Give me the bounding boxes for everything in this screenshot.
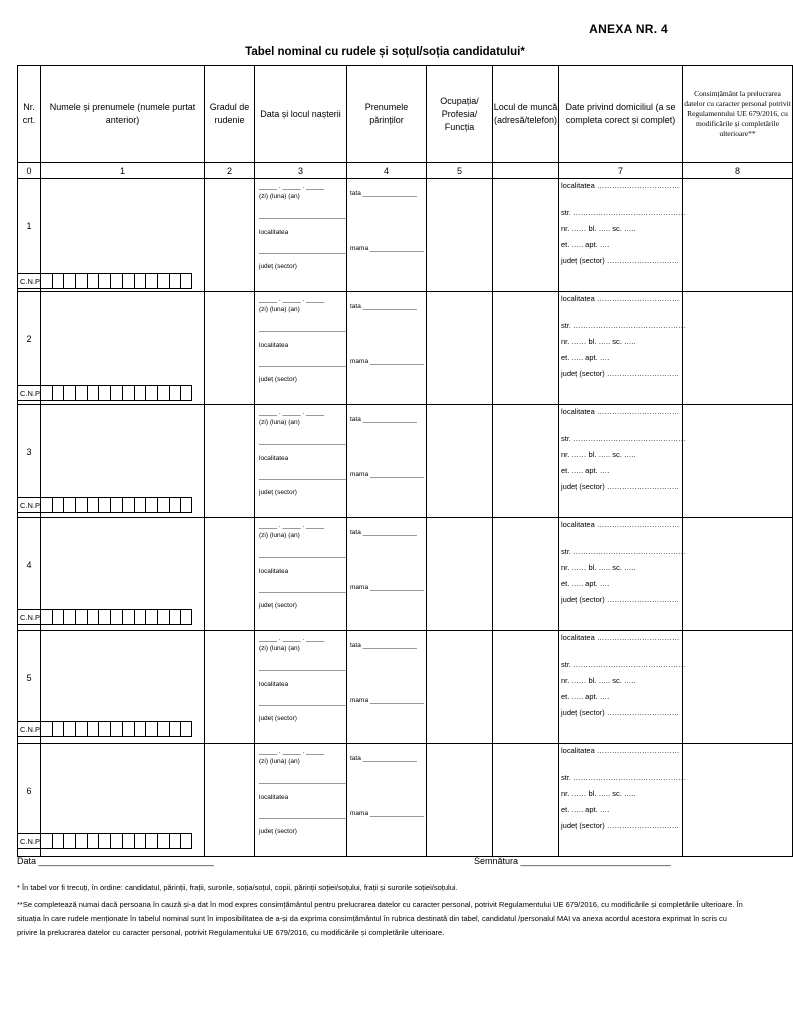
- birth-date-labels: (zi) (luna) (an): [259, 193, 300, 200]
- cnp-label: C.N.P.: [17, 497, 40, 513]
- degree-cell[interactable]: [205, 405, 255, 518]
- cnp-digit-box[interactable]: [122, 833, 134, 849]
- cnp-digit-box[interactable]: [75, 833, 87, 849]
- header-name: Numele și prenumele (numele purtat anterior): [41, 66, 205, 163]
- consent-cell[interactable]: [683, 292, 793, 405]
- birth-date-labels: (zi) (luna) (an): [259, 645, 300, 652]
- consent-cell[interactable]: [683, 518, 793, 631]
- occupation-cell[interactable]: [427, 744, 493, 857]
- cnp-digit-box[interactable]: [52, 833, 64, 849]
- address-street: str. ………………………………………: [561, 434, 686, 443]
- mother-line: mama _______________: [350, 471, 425, 478]
- birth-county: județ (sector): [259, 376, 297, 383]
- cnp-digit-box[interactable]: [40, 385, 52, 401]
- consent-cell[interactable]: [683, 179, 793, 292]
- cnp-digit-box[interactable]: [157, 385, 169, 401]
- cnp-strip: [17, 721, 192, 737]
- birth-blank: ________________________: [259, 664, 346, 671]
- cnp-digit-box[interactable]: [63, 273, 75, 289]
- birth-blank: ________________________: [259, 247, 346, 254]
- address-locality: localitatea ……………………………: [561, 181, 680, 190]
- birth-date-line: _____ . _____ . _____: [259, 522, 325, 529]
- address-et: et. ….. apt. ….: [561, 240, 610, 249]
- address-nr: nr. …… bl. ….. sc. …..: [561, 676, 636, 685]
- cnp-digit-box[interactable]: [75, 273, 87, 289]
- address-et: et. ….. apt. ….: [561, 579, 610, 588]
- cnp-digit-box[interactable]: [98, 721, 110, 737]
- domicile-cell[interactable]: [559, 292, 686, 405]
- birth-date-line: _____ . _____ . _____: [259, 409, 325, 416]
- cnp-digit-box[interactable]: [63, 833, 75, 849]
- row-number: 2: [26, 334, 32, 344]
- occupation-cell[interactable]: [427, 405, 493, 518]
- cnp-digit-box[interactable]: [52, 497, 64, 513]
- address-county: județ (sector) ………………………..: [561, 482, 679, 491]
- address-et: et. ….. apt. ….: [561, 692, 610, 701]
- cnp-digit-box[interactable]: [110, 497, 122, 513]
- father-line: tata _______________: [350, 303, 417, 310]
- birth-blank: ________________________: [259, 473, 346, 480]
- cnp-digit-box[interactable]: [98, 385, 110, 401]
- workplace-cell[interactable]: [493, 405, 559, 518]
- parents-cell[interactable]: [347, 405, 427, 518]
- address-street: str. ………………………………………: [561, 208, 686, 217]
- cnp-digit-box[interactable]: [40, 609, 52, 625]
- parents-cell[interactable]: [347, 292, 427, 405]
- domicile-cell[interactable]: [559, 631, 686, 744]
- degree-cell[interactable]: [205, 744, 255, 857]
- cnp-digit-box[interactable]: [157, 833, 169, 849]
- cnp-digit-box[interactable]: [134, 609, 146, 625]
- cnp-digit-box[interactable]: [157, 609, 169, 625]
- cnp-label: C.N.P.: [17, 833, 40, 849]
- col-num: 0: [18, 163, 41, 179]
- cnp-digit-box[interactable]: [75, 609, 87, 625]
- col-num: 4: [347, 163, 427, 179]
- col-num: 7: [559, 163, 683, 179]
- birth-blank: ________________________: [259, 586, 346, 593]
- date-signature-line: Data ___________________________________: [17, 856, 214, 866]
- cnp-digit-box[interactable]: [157, 273, 169, 289]
- birth-blank: ________________________: [259, 551, 346, 558]
- cnp-digit-box[interactable]: [134, 385, 146, 401]
- cnp-digit-box[interactable]: [169, 385, 181, 401]
- col-num: 1: [41, 163, 205, 179]
- birth-cell[interactable]: [255, 179, 347, 292]
- cnp-digit-box[interactable]: [110, 609, 122, 625]
- birth-blank: ________________________: [259, 812, 346, 819]
- footnote-2: **Se completează numai dacă persoana în cauză și-a dat în mod expres consimțământul pentru prelucrarea datelor cu caracter personal, potrivit Regulamentului UE 679/2016, cu modificările și completările ulterioare. În situația în care rudele menționate în tabelul nominal sunt în imposibilitatea de a-și da exprima consimțământul în rubrica destinată din tabel, candidatul /personalul MAI va anexa acordul acestora exprimat în scris cu privire la prelucrarea datelor cu caracter personal, potrivit Regulamentului UE 679/2016, cu modificările și completările ulterioare.: [17, 900, 743, 937]
- cnp-strip: [17, 497, 192, 513]
- birth-cell[interactable]: [255, 292, 347, 405]
- cnp-digit-box[interactable]: [180, 385, 192, 401]
- address-county: județ (sector) ………………………..: [561, 369, 679, 378]
- address-locality: localitatea ……………………………: [561, 633, 680, 642]
- cnp-digit-box[interactable]: [145, 273, 157, 289]
- cnp-digit-box[interactable]: [40, 497, 52, 513]
- mother-line: mama _______________: [350, 584, 425, 591]
- cnp-digit-box[interactable]: [110, 833, 122, 849]
- header-consent: Consimțământ la prelucrarea datelor cu caracter personal potrivit Regulamentului UE 679/2016, cu modificările și completările ulterioare**: [683, 66, 793, 163]
- occupation-cell[interactable]: [427, 179, 493, 292]
- mother-line: mama _______________: [350, 810, 425, 817]
- cnp-digit-box[interactable]: [134, 273, 146, 289]
- row-number: 6: [26, 786, 32, 796]
- address-et: et. ….. apt. ….: [561, 466, 610, 475]
- mother-line: mama _______________: [350, 245, 425, 252]
- cnp-digit-box[interactable]: [40, 833, 52, 849]
- address-nr: nr. …… bl. ….. sc. …..: [561, 337, 636, 346]
- column-number-row: [18, 163, 793, 179]
- birth-county: județ (sector): [259, 715, 297, 722]
- father-line: tata _______________: [350, 529, 417, 536]
- cnp-label: C.N.P.: [17, 273, 40, 289]
- parents-cell[interactable]: [347, 631, 427, 744]
- father-line: tata _______________: [350, 190, 417, 197]
- header-birth: Data și locul nașterii: [255, 66, 347, 163]
- annex-number: ANEXA NR. 4: [589, 22, 668, 36]
- cnp-digit-box[interactable]: [110, 273, 122, 289]
- address-street: str. ………………………………………: [561, 773, 686, 782]
- domicile-cell[interactable]: [559, 744, 686, 857]
- header-nr: Nr. crt.: [18, 66, 41, 163]
- birth-date-line: _____ . _____ . _____: [259, 183, 325, 190]
- cnp-digit-box[interactable]: [157, 497, 169, 513]
- address-street: str. ………………………………………: [561, 321, 686, 330]
- cnp-digit-box[interactable]: [169, 497, 181, 513]
- degree-cell[interactable]: [205, 518, 255, 631]
- occupation-cell[interactable]: [427, 518, 493, 631]
- row-number: 1: [26, 221, 32, 231]
- cnp-digit-box[interactable]: [63, 721, 75, 737]
- workplace-cell[interactable]: [493, 292, 559, 405]
- mother-line: mama _______________: [350, 697, 425, 704]
- cnp-digit-box[interactable]: [145, 609, 157, 625]
- birth-locality: localitatea: [259, 342, 289, 349]
- header-occupation: Ocupația/ Profesia/ Funcția: [427, 66, 493, 163]
- birth-date-line: _____ . _____ . _____: [259, 296, 325, 303]
- relatives-table: [17, 65, 793, 857]
- cnp-digit-box[interactable]: [122, 497, 134, 513]
- birth-date-labels: (zi) (luna) (an): [259, 532, 300, 539]
- cnp-digit-box[interactable]: [145, 833, 157, 849]
- cnp-digit-box[interactable]: [180, 273, 192, 289]
- cnp-digit-box[interactable]: [40, 721, 52, 737]
- cnp-digit-box[interactable]: [134, 721, 146, 737]
- cnp-digit-box[interactable]: [145, 385, 157, 401]
- cnp-label: C.N.P.: [17, 609, 40, 625]
- consent-cell[interactable]: [683, 631, 793, 744]
- father-line: tata _______________: [350, 416, 417, 423]
- birth-cell[interactable]: [255, 631, 347, 744]
- signature-line: Semnătura ______________________________: [474, 856, 671, 866]
- address-locality: localitatea ……………………………: [561, 520, 680, 529]
- cnp-digit-box[interactable]: [87, 385, 99, 401]
- mother-line: mama _______________: [350, 358, 425, 365]
- cnp-digit-box[interactable]: [122, 609, 134, 625]
- birth-blank: ________________________: [259, 360, 346, 367]
- cnp-digit-box[interactable]: [169, 721, 181, 737]
- father-line: tata _______________: [350, 755, 417, 762]
- address-nr: nr. …… bl. ….. sc. …..: [561, 450, 636, 459]
- domicile-cell[interactable]: [559, 179, 686, 292]
- cnp-digit-box[interactable]: [169, 609, 181, 625]
- address-county: județ (sector) ………………………..: [561, 708, 679, 717]
- address-locality: localitatea ……………………………: [561, 294, 680, 303]
- workplace-cell[interactable]: [493, 179, 559, 292]
- cnp-digit-box[interactable]: [157, 721, 169, 737]
- address-et: et. ….. apt. ….: [561, 353, 610, 362]
- birth-county: județ (sector): [259, 263, 297, 270]
- cnp-digit-box[interactable]: [40, 273, 52, 289]
- cnp-strip: [17, 609, 192, 625]
- row-number: 5: [26, 673, 32, 683]
- birth-locality: localitatea: [259, 568, 289, 575]
- parents-cell[interactable]: [347, 179, 427, 292]
- col-num: 8: [683, 163, 793, 179]
- cnp-digit-box[interactable]: [180, 833, 192, 849]
- birth-locality: localitatea: [259, 455, 289, 462]
- cnp-digit-box[interactable]: [110, 721, 122, 737]
- birth-date-labels: (zi) (luna) (an): [259, 419, 300, 426]
- cnp-digit-box[interactable]: [75, 497, 87, 513]
- address-nr: nr. …… bl. ….. sc. …..: [561, 789, 636, 798]
- cnp-digit-box[interactable]: [145, 721, 157, 737]
- address-locality: localitatea ……………………………: [561, 407, 680, 416]
- header-row: [18, 66, 793, 163]
- cnp-digit-box[interactable]: [52, 385, 64, 401]
- cnp-digit-box[interactable]: [98, 273, 110, 289]
- birth-county: județ (sector): [259, 828, 297, 835]
- col-num: 5: [427, 163, 493, 179]
- address-nr: nr. …… bl. ….. sc. …..: [561, 224, 636, 233]
- birth-blank: ________________________: [259, 212, 346, 219]
- row-number: 4: [26, 560, 32, 570]
- col-num: [493, 163, 559, 179]
- degree-cell[interactable]: [205, 631, 255, 744]
- cnp-digit-box[interactable]: [98, 497, 110, 513]
- parents-cell[interactable]: [347, 518, 427, 631]
- cnp-digit-box[interactable]: [122, 721, 134, 737]
- address-et: et. ….. apt. ….: [561, 805, 610, 814]
- cnp-digit-box[interactable]: [180, 609, 192, 625]
- cnp-digit-box[interactable]: [98, 609, 110, 625]
- header-degree: Gradul de rudenie: [205, 66, 255, 163]
- header-domicile: Date privind domiciliul (a se completa corect și complet): [559, 66, 683, 163]
- cnp-digit-box[interactable]: [122, 385, 134, 401]
- parents-cell[interactable]: [347, 744, 427, 857]
- birth-blank: ________________________: [259, 325, 346, 332]
- cnp-digit-box[interactable]: [98, 833, 110, 849]
- birth-blank: ________________________: [259, 438, 346, 445]
- col-num: 2: [205, 163, 255, 179]
- birth-date-line: _____ . _____ . _____: [259, 748, 325, 755]
- occupation-cell[interactable]: [427, 631, 493, 744]
- address-street: str. ………………………………………: [561, 660, 686, 669]
- birth-county: județ (sector): [259, 602, 297, 609]
- cnp-digit-box[interactable]: [87, 609, 99, 625]
- cnp-digit-box[interactable]: [87, 721, 99, 737]
- birth-date-line: _____ . _____ . _____: [259, 635, 325, 642]
- row-number: 3: [26, 447, 32, 457]
- birth-locality: localitatea: [259, 229, 289, 236]
- domicile-cell[interactable]: [559, 518, 686, 631]
- page-title: Tabel nominal cu rudele și soțul/soția candidatului*: [245, 46, 525, 58]
- address-locality: localitatea ……………………………: [561, 746, 680, 755]
- address-county: județ (sector) ………………………..: [561, 256, 679, 265]
- footnote-1: * În tabel vor fi trecuți, în ordine: candidatul, părinții, frații, surorile, soția/soțul, copii, părinții soției/soțului, frații și surorile soției/soțului.: [17, 883, 458, 892]
- cnp-digit-box[interactable]: [180, 497, 192, 513]
- workplace-cell[interactable]: [493, 744, 559, 857]
- cnp-strip: [17, 833, 192, 849]
- cnp-digit-box[interactable]: [87, 273, 99, 289]
- birth-locality: localitatea: [259, 794, 289, 801]
- cnp-digit-box[interactable]: [52, 721, 64, 737]
- cnp-digit-box[interactable]: [145, 497, 157, 513]
- consent-cell[interactable]: [683, 744, 793, 857]
- occupation-cell[interactable]: [427, 292, 493, 405]
- address-nr: nr. …… bl. ….. sc. …..: [561, 563, 636, 572]
- col-num: 3: [255, 163, 347, 179]
- cnp-label: C.N.P.: [17, 721, 40, 737]
- cnp-digit-box[interactable]: [169, 273, 181, 289]
- cnp-digit-box[interactable]: [134, 497, 146, 513]
- cnp-strip: [17, 385, 192, 401]
- cnp-digit-box[interactable]: [169, 833, 181, 849]
- header-parents: Prenumele părinților: [347, 66, 427, 163]
- degree-cell[interactable]: [205, 292, 255, 405]
- birth-cell[interactable]: [255, 744, 347, 857]
- cnp-digit-box[interactable]: [63, 385, 75, 401]
- workplace-cell[interactable]: [493, 518, 559, 631]
- cnp-digit-box[interactable]: [63, 497, 75, 513]
- address-county: județ (sector) ………………………..: [561, 595, 679, 604]
- address-county: județ (sector) ………………………..: [561, 821, 679, 830]
- degree-cell[interactable]: [205, 179, 255, 292]
- cnp-digit-box[interactable]: [63, 609, 75, 625]
- birth-date-labels: (zi) (luna) (an): [259, 758, 300, 765]
- cnp-digit-box[interactable]: [52, 273, 64, 289]
- birth-cell[interactable]: [255, 518, 347, 631]
- birth-blank: ________________________: [259, 699, 346, 706]
- cnp-digit-box[interactable]: [122, 273, 134, 289]
- cnp-digit-box[interactable]: [87, 833, 99, 849]
- cnp-digit-box[interactable]: [110, 385, 122, 401]
- address-street: str. ………………………………………: [561, 547, 686, 556]
- birth-blank: ________________________: [259, 777, 346, 784]
- workplace-cell[interactable]: [493, 631, 559, 744]
- cnp-digit-box[interactable]: [180, 721, 192, 737]
- cnp-digit-box[interactable]: [87, 497, 99, 513]
- domicile-cell[interactable]: [559, 405, 686, 518]
- birth-locality: localitatea: [259, 681, 289, 688]
- birth-date-labels: (zi) (luna) (an): [259, 306, 300, 313]
- cnp-digit-box[interactable]: [52, 609, 64, 625]
- cnp-digit-box[interactable]: [75, 721, 87, 737]
- consent-cell[interactable]: [683, 405, 793, 518]
- birth-cell[interactable]: [255, 405, 347, 518]
- cnp-digit-box[interactable]: [75, 385, 87, 401]
- cnp-digit-box[interactable]: [134, 833, 146, 849]
- birth-county: județ (sector): [259, 489, 297, 496]
- header-workplace: Locul de muncă (adresă/telefon): [493, 66, 559, 163]
- cnp-strip: [17, 273, 192, 289]
- cnp-label: C.N.P.: [17, 385, 40, 401]
- father-line: tata _______________: [350, 642, 417, 649]
